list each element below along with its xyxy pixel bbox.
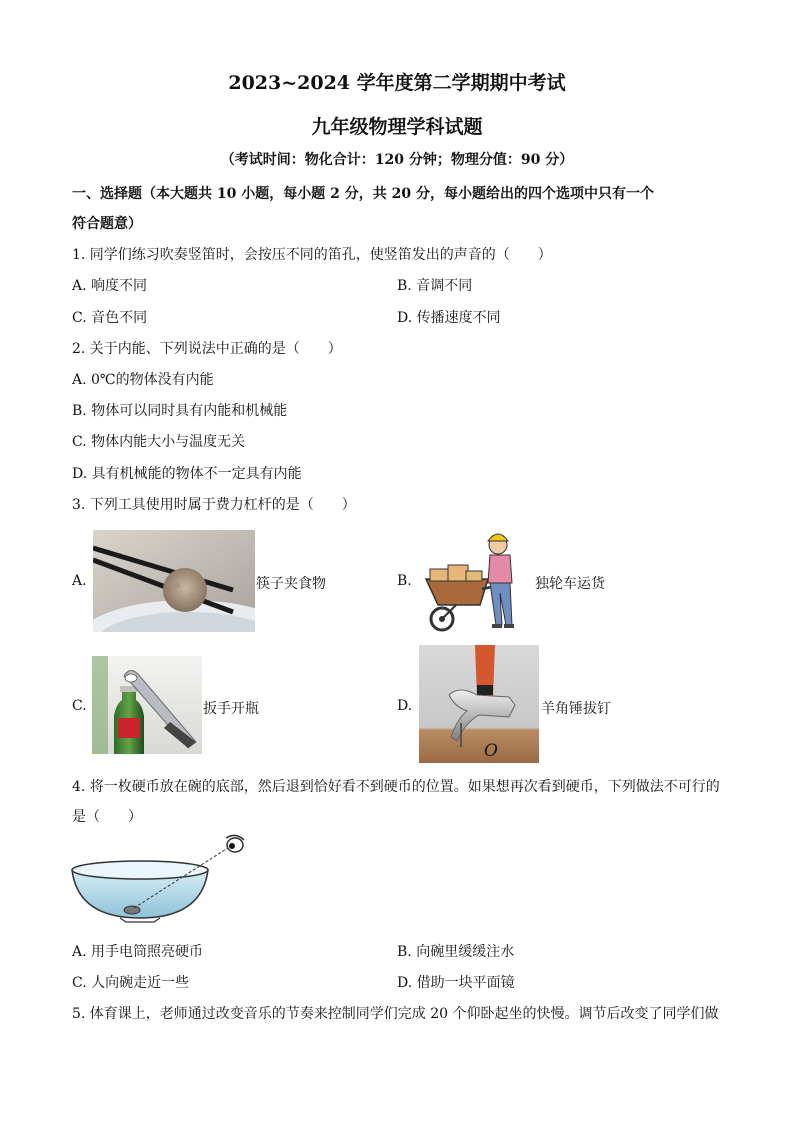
q1-stem: 1. 同学们练习吹奏竖笛时，会按压不同的笛孔，使竖笛发出的声音的（ ） bbox=[72, 247, 552, 263]
q3-option-a-caption: 筷子夹食物 bbox=[256, 576, 326, 592]
exam-note: （考试时间：物化合计：120 分钟；物理分值：90 分） bbox=[220, 152, 574, 168]
chopsticks-photo bbox=[93, 530, 255, 632]
fulcrum-o-label: O bbox=[484, 741, 498, 761]
exam-title: 2023~2024 学年度第二学期期中考试 bbox=[228, 72, 566, 94]
q4-option-c: C. 人向碗走近一些 bbox=[72, 975, 190, 991]
q1-option-a: A. 响度不同 bbox=[72, 278, 148, 294]
bottle-opener-photo bbox=[92, 656, 202, 754]
q3-option-b-letter: B. bbox=[397, 573, 412, 589]
q4-option-d: D. 借助一块平面镜 bbox=[397, 975, 515, 991]
section-heading-line2: 符合题意） bbox=[72, 216, 142, 232]
claw-hammer-photo bbox=[419, 645, 539, 763]
q4-option-a: A. 用手电筒照亮硬币 bbox=[72, 944, 204, 960]
wheelbarrow-illustration bbox=[418, 527, 534, 635]
q3-option-d-letter: D. bbox=[397, 698, 413, 714]
section-heading-line1: 一、选择题（本大题共 10 小题，每小题 2 分，共 20 分，每小题给出的四个选项中只有一个 bbox=[72, 186, 654, 202]
q1-option-d: D. 传播速度不同 bbox=[397, 310, 501, 326]
q2-option-a: A. 0℃的物体没有内能 bbox=[72, 372, 214, 388]
q3-option-b-caption: 独轮车运货 bbox=[535, 576, 605, 592]
q3-option-d-caption: 羊角锤拔钉 bbox=[541, 701, 611, 717]
q2-stem: 2. 关于内能、下列说法中正确的是（ ） bbox=[72, 341, 342, 357]
q5-stem: 5. 体育课上，老师通过改变音乐的节奏来控制同学们完成 20 个仰卧起坐的快慢。调节后改变了同学们做 bbox=[72, 1006, 719, 1022]
q4-stem-line1: 4. 将一枚硬币放在碗的底部，然后退到恰好看不到硬币的位置。如果想再次看到硬币，下列做法不可行的 bbox=[72, 779, 720, 795]
q2-option-c: C. 物体内能大小与温度无关 bbox=[72, 434, 246, 450]
q4-option-b: B. 向碗里缓缓注水 bbox=[397, 944, 515, 960]
q4-stem-line2: 是（ ） bbox=[72, 809, 142, 825]
exam-subtitle: 九年级物理学科试题 bbox=[311, 116, 483, 138]
q2-option-b: B. 物体可以同时具有内能和机械能 bbox=[72, 403, 288, 419]
q1-option-c: C. 音色不同 bbox=[72, 310, 148, 326]
q2-option-d: D. 具有机械能的物体不一定具有内能 bbox=[72, 466, 302, 482]
q3-stem: 3. 下列工具使用时属于费力杠杆的是（ ） bbox=[72, 497, 356, 513]
q1-option-b: B. 音调不同 bbox=[397, 278, 473, 294]
q3-option-c-letter: C. bbox=[72, 698, 87, 714]
q3-option-a-letter: A. bbox=[72, 573, 87, 589]
q3-option-c-caption: 扳手开瓶 bbox=[203, 701, 259, 717]
bowl-coin-diagram bbox=[70, 834, 250, 926]
